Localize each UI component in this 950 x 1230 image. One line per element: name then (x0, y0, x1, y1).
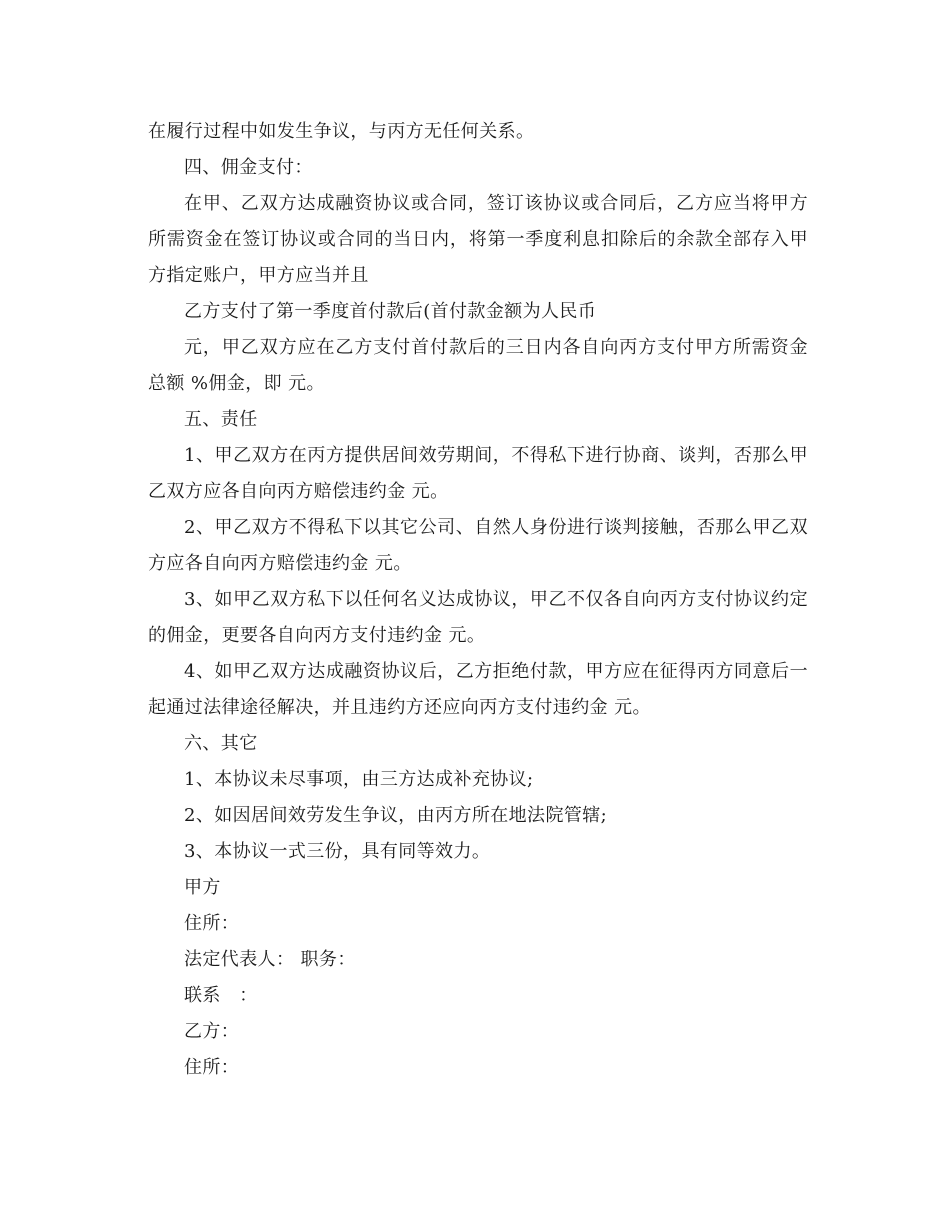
party-a-label: 甲方 (184, 877, 221, 898)
party-a-contact: 联系 ： (184, 985, 258, 1006)
liability-clause-2: 2、甲乙双方不得私下以其它公司、自然人身份进行谈判接触，否那么甲乙双方应各自向丙方赔偿违约金 元。 (148, 517, 808, 574)
heading-other: 六、其它 (184, 733, 258, 754)
paragraph-commission-terms: 在甲、乙双方达成融资协议或合同，签订该协议或合同后，乙方应当将甲方所需资金在签订协议或合同的当日内，将第一季度利息扣除后的余款全部存入甲方指定账户，甲方应当并且 (148, 193, 808, 286)
heading-liability: 五、责任 (184, 409, 258, 430)
liability-clause-3: 3、如甲乙双方私下以任何名义达成协议，甲乙不仅各自向丙方支付协议约定的佣金，更要各自向丙方支付违约金 元。 (148, 589, 808, 646)
party-a-address: 住所： (184, 913, 240, 934)
other-clause-1: 1、本协议未尽事项，由三方达成补充协议; (184, 769, 534, 790)
other-clause-3: 3、本协议一式三份，具有同等效力。 (184, 841, 491, 862)
party-a-representative: 法定代表人： 职务： (184, 949, 356, 970)
other-clause-2: 2、如因居间效劳发生争议，由丙方所在地法院管辖; (184, 805, 608, 826)
paragraph-commission-amount: 元，甲乙双方应在乙方支付首付款后的三日内各自向丙方支付甲方所需资金总额 %佣金，即 元。 (148, 337, 808, 394)
liability-clause-4: 4、如甲乙双方达成融资协议后，乙方拒绝付款，甲方应在征得丙方同意后一起通过法律途径解决，并且违约方还应向丙方支付违约金 元。 (148, 661, 808, 718)
party-b-address: 住所： (184, 1057, 240, 1078)
document-body (148, 114, 808, 1086)
paragraph-first-installment: 乙方支付了第一季度首付款后(首付款金额为人民币 (184, 301, 597, 322)
liability-clause-1: 1、甲乙双方在丙方提供居间效劳期间，不得私下进行协商、谈判，否那么甲乙双方应各自向丙方赔偿违约金 元。 (148, 445, 808, 502)
party-b-label: 乙方： (184, 1021, 240, 1042)
paragraph-dispute-note: 在履行过程中如发生争议，与丙方无任何关系。 (148, 121, 535, 142)
heading-commission-payment: 四、佣金支付： (184, 157, 313, 178)
